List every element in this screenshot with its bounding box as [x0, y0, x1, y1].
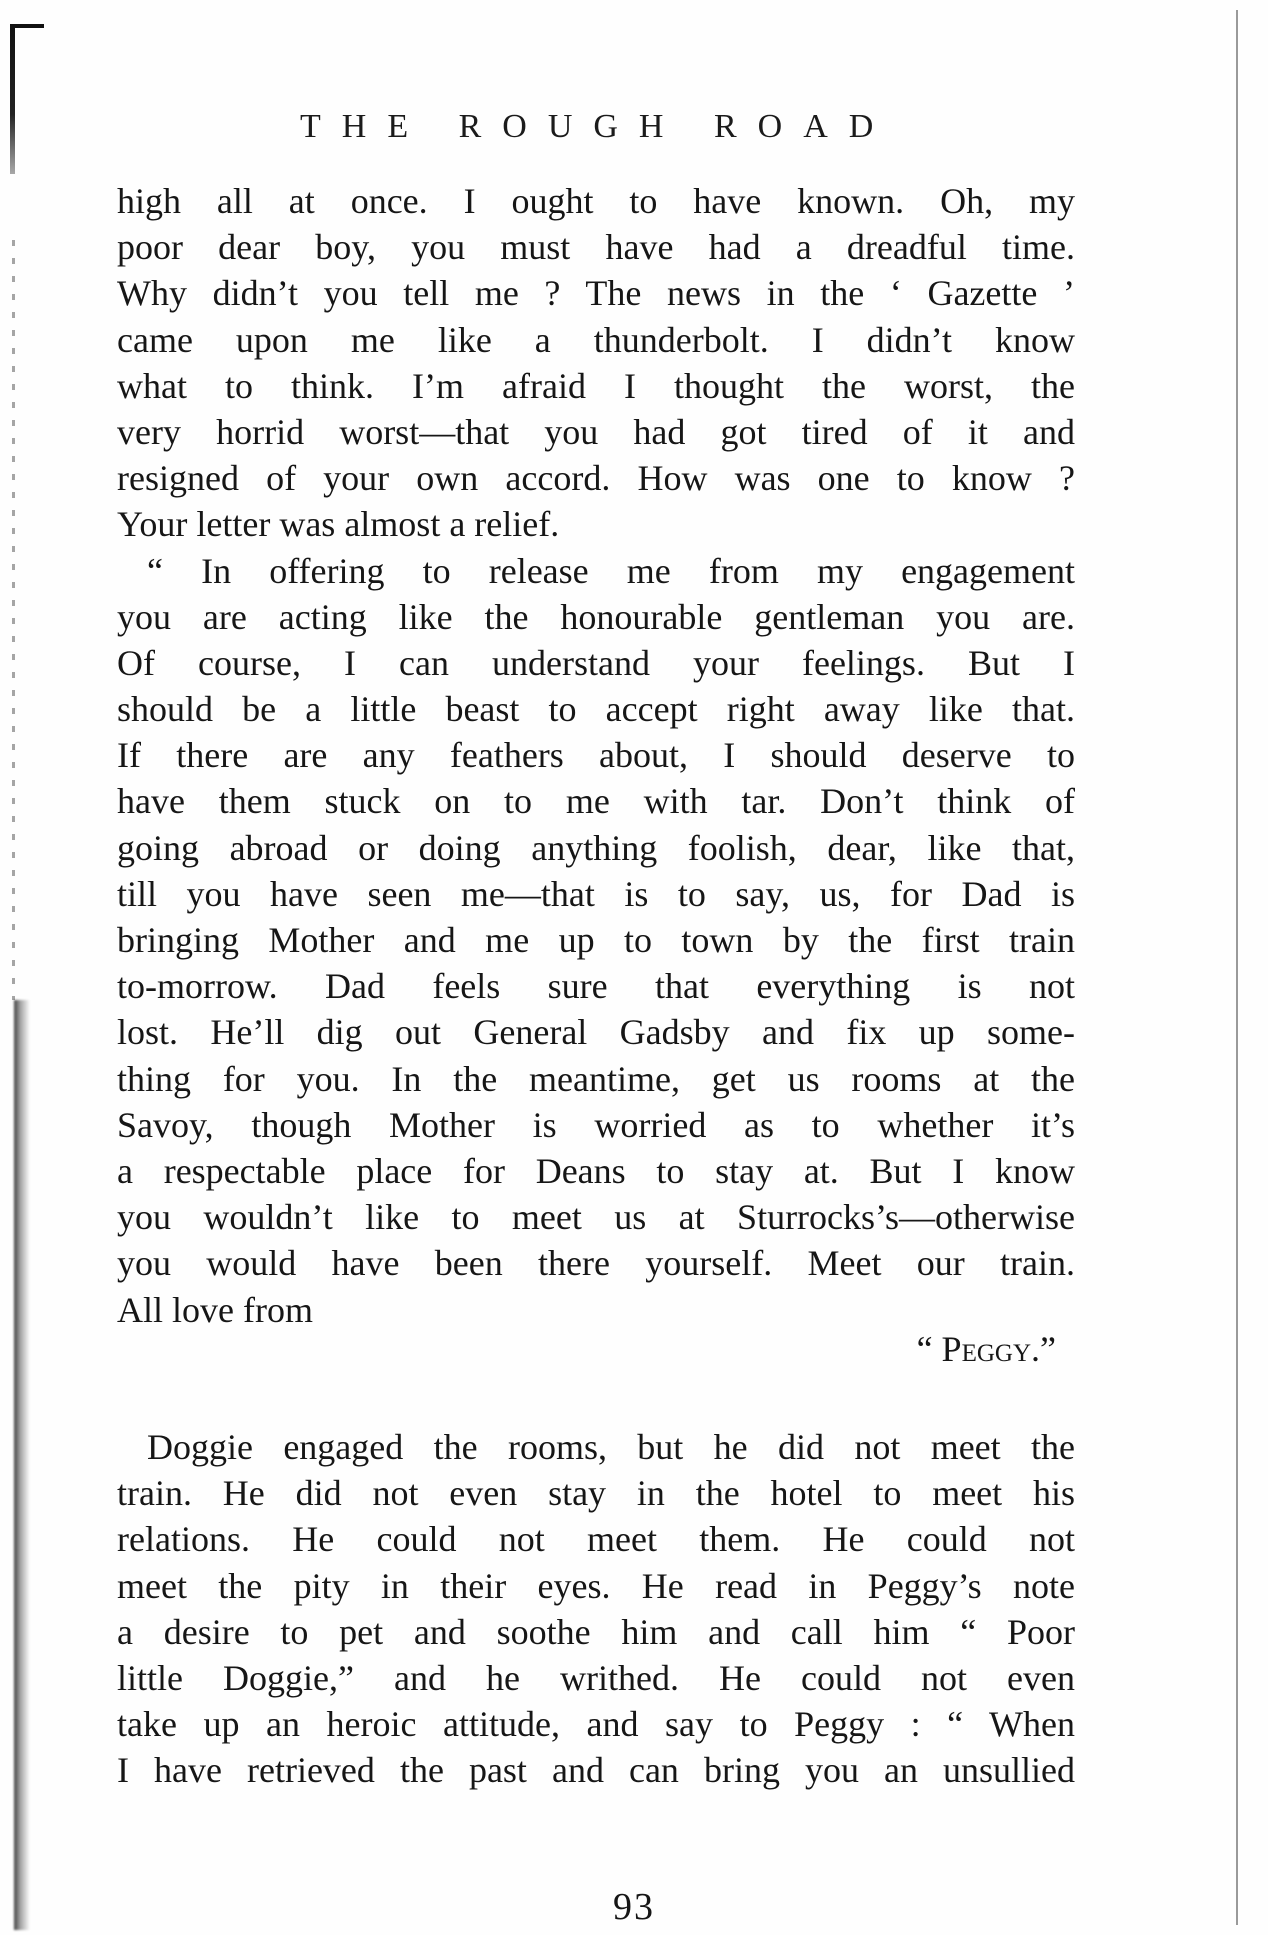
- text-line: Savoy, though Mother is worried as to whether it’s: [117, 1104, 1075, 1145]
- text-line: what to think. I’m afraid I thought the worst, the: [117, 365, 1075, 406]
- text-line: you would have been there yourself. Meet our train.: [117, 1243, 1075, 1284]
- text-line: going abroad or doing anything foolish, dear, like that,: [117, 827, 1075, 868]
- text-line: should be a little beast to accept right away like that.: [117, 689, 1075, 730]
- binding-edge: [10, 24, 44, 28]
- binding-edge: [10, 24, 15, 174]
- text-line: came upon me like a thunderbolt. I didn’t know: [117, 319, 1075, 360]
- text-line: Why didn’t you tell me ? The news in the ‘ Gazette ’: [117, 273, 1075, 314]
- text-line: have them stuck on to me with tar. Don’t think of: [117, 781, 1075, 822]
- text-line: Your letter was almost a relief.: [117, 504, 560, 545]
- binding-shadow: [14, 1000, 30, 1930]
- text-line: bringing Mother and me up to town by the first train: [117, 920, 1075, 960]
- text-line: resigned of your own accord. How was one to know ?: [117, 458, 1075, 499]
- text-line: If there are any feathers about, I should deserve to: [117, 735, 1075, 776]
- letter-text: [117, 178, 1075, 1333]
- text-line: to-morrow. Dad feels sure that everything is not: [117, 966, 1075, 1007]
- running-head: THE ROUGH ROAD: [300, 108, 895, 145]
- text-line: you are acting like the honourable gentleman you are.: [117, 596, 1075, 637]
- letter-signature: “ Peggy.”: [916, 1329, 1056, 1369]
- text-line: little Doggie,” and he writhed. He could not even: [117, 1657, 1075, 1698]
- text-line: “ In offering to release me from my engagement: [147, 550, 1075, 591]
- text-line: till you have seen me—that is to say, us, for Dad is: [117, 873, 1075, 914]
- text-line: Of course, I can understand your feelings. But I: [117, 642, 1075, 683]
- narrative-text: [117, 1424, 1075, 1794]
- page-edge: [1236, 10, 1238, 1925]
- text-line: lost. He’ll dig out General Gadsby and fix up some-: [117, 1012, 1075, 1053]
- text-line: you wouldn’t like to meet us at Sturrocks’s—otherwise: [117, 1197, 1075, 1238]
- text-line: All love from: [117, 1289, 313, 1330]
- text-line: relations. He could not meet them. He could not: [117, 1519, 1075, 1560]
- text-line: train. He did not even stay in the hotel to meet his: [117, 1473, 1075, 1514]
- binding-edge: [12, 240, 15, 1000]
- text-line: I have retrieved the past and can bring you an unsullied: [117, 1750, 1075, 1791]
- text-line: thing for you. In the meantime, get us rooms at the: [117, 1058, 1075, 1099]
- text-line: high all at once. I ought to have known. Oh, my: [117, 181, 1075, 221]
- text-line: a respectable place for Deans to stay at. But I know: [117, 1150, 1075, 1191]
- text-line: take up an heroic attitude, and say to Peggy : “ When: [117, 1704, 1075, 1745]
- text-line: poor dear boy, you must have had a dreadful time.: [117, 227, 1075, 268]
- text-line: Doggie engaged the rooms, but he did not meet the: [147, 1427, 1075, 1467]
- text-line: a desire to pet and soothe him and call him “ Poor: [117, 1611, 1075, 1652]
- text-line: very horrid worst—that you had got tired of it and: [117, 411, 1075, 452]
- text-line: meet the pity in their eyes. He read in Peggy’s note: [117, 1565, 1075, 1606]
- page-number: 93: [613, 1886, 655, 1928]
